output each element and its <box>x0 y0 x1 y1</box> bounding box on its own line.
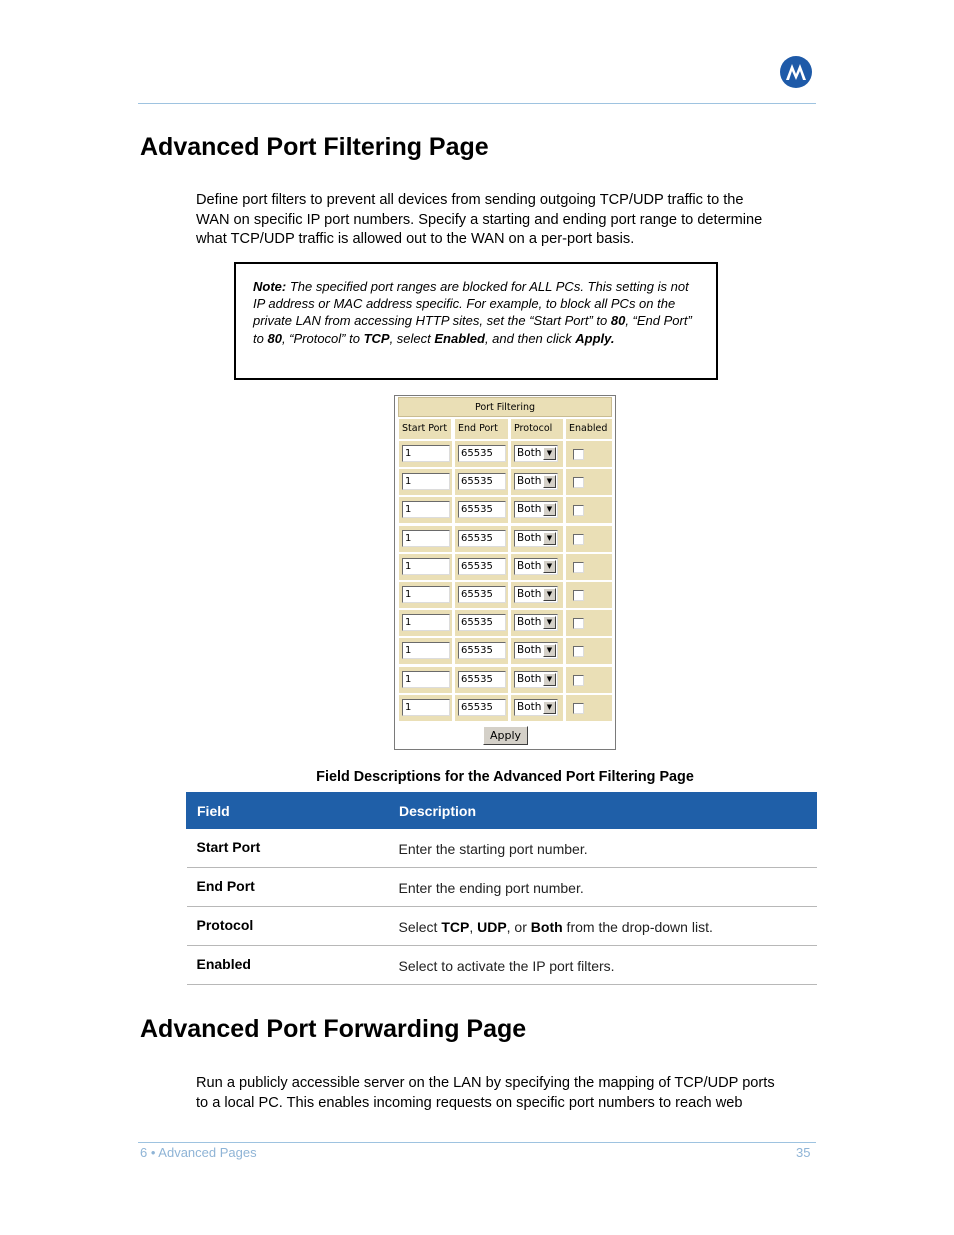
header-description: Description <box>389 793 817 829</box>
start-port-input[interactable]: 1 <box>402 642 450 659</box>
enabled-checkbox[interactable] <box>573 534 584 545</box>
start-port-input[interactable]: 1 <box>402 530 450 547</box>
col-header-start-port: Start Port <box>399 419 451 439</box>
dropdown-arrow-icon[interactable]: ▼ <box>543 503 556 516</box>
note-bold: Apply. <box>575 330 615 346</box>
end-port-input[interactable]: 65535 <box>458 586 506 603</box>
end-port-input[interactable]: 65535 <box>458 445 506 462</box>
start-port-input[interactable]: 1 <box>402 614 450 631</box>
col-header-protocol: Protocol <box>511 419 563 439</box>
start-port-cell <box>399 667 452 693</box>
enabled-cell <box>566 441 612 467</box>
enabled-checkbox[interactable] <box>573 590 584 601</box>
protocol-value: Both <box>517 672 542 685</box>
protocol-select[interactable] <box>514 642 558 659</box>
desc-text: Select <box>398 919 442 935</box>
enabled-checkbox[interactable] <box>573 646 584 657</box>
protocol-select[interactable] <box>514 501 558 518</box>
protocol-select[interactable] <box>514 699 558 716</box>
start-port-input[interactable]: 1 <box>402 558 450 575</box>
protocol-cell <box>511 554 563 580</box>
start-port-cell <box>399 441 452 467</box>
field-description <box>389 907 817 946</box>
protocol-cell <box>511 610 563 636</box>
end-port-cell <box>455 695 508 721</box>
start-port-input[interactable]: 1 <box>402 586 450 603</box>
field-name: End Port <box>187 868 389 907</box>
start-port-cell <box>399 526 452 552</box>
protocol-value: Both <box>517 475 542 488</box>
port-filtering-screenshot <box>394 395 616 750</box>
protocol-select[interactable] <box>514 530 558 547</box>
port-forwarding-intro <box>196 1074 818 1113</box>
protocol-cell <box>511 469 563 495</box>
table-row <box>187 946 817 985</box>
enabled-cell <box>566 554 612 580</box>
footer-rule <box>138 1142 816 1143</box>
start-port-input[interactable]: 1 <box>402 445 450 462</box>
enabled-checkbox[interactable] <box>573 562 584 573</box>
desc-text: , <box>469 919 478 935</box>
protocol-cell <box>511 638 563 664</box>
port-filtering-intro <box>196 191 818 250</box>
desc-bold: TCP <box>441 919 470 935</box>
end-port-input[interactable]: 65535 <box>458 642 506 659</box>
field-description: Select to activate the IP port filters. <box>389 946 817 985</box>
protocol-value: Both <box>517 700 542 713</box>
end-port-cell <box>455 554 508 580</box>
table-row <box>187 829 817 868</box>
field-name: Start Port <box>187 829 389 868</box>
intro-line: WAN on specific IP port numbers. Specify a starting and ending port range to determine <box>196 211 763 228</box>
protocol-select[interactable] <box>514 586 558 603</box>
end-port-cell <box>455 582 508 608</box>
end-port-input[interactable]: 65535 <box>458 699 506 716</box>
note-box <box>234 262 718 380</box>
field-name: Protocol <box>187 907 389 946</box>
enabled-cell <box>566 497 612 523</box>
note-bold: TCP <box>363 330 390 346</box>
enabled-checkbox[interactable] <box>573 477 584 488</box>
protocol-value: Both <box>517 559 542 572</box>
note-text: , “Protocol” to <box>281 330 364 346</box>
end-port-input[interactable]: 65535 <box>458 473 506 490</box>
enabled-cell <box>566 610 612 636</box>
dropdown-arrow-icon[interactable]: ▼ <box>543 701 556 714</box>
table-header-row <box>187 793 817 829</box>
start-port-cell <box>399 638 452 664</box>
protocol-cell <box>511 497 563 523</box>
intro-line: Run a publicly accessible server on the LAN by specifying the mapping of TCP/UDP ports <box>196 1075 775 1091</box>
end-port-cell <box>455 469 508 495</box>
dropdown-arrow-icon[interactable]: ▼ <box>543 532 556 545</box>
protocol-value: Both <box>517 531 542 544</box>
protocol-cell <box>511 695 563 721</box>
end-port-cell <box>455 638 508 664</box>
desc-text: , or <box>506 919 531 935</box>
note-text: , select <box>389 330 435 346</box>
enabled-cell <box>566 582 612 608</box>
note-label: Note: <box>253 279 287 294</box>
header-rule <box>138 103 816 104</box>
enabled-cell <box>566 667 612 693</box>
end-port-input[interactable]: 65535 <box>458 501 506 518</box>
protocol-select[interactable] <box>514 614 558 631</box>
start-port-cell <box>399 497 452 523</box>
field-description: Enter the ending port number. <box>389 868 817 907</box>
note-bold: Enabled <box>434 330 485 346</box>
protocol-select[interactable] <box>514 473 558 490</box>
enabled-cell <box>566 638 612 664</box>
start-port-cell <box>399 582 452 608</box>
section-title-port-filtering: Advanced Port Filtering Page <box>140 133 489 161</box>
note-text: , and then click <box>484 330 576 346</box>
start-port-cell <box>399 695 452 721</box>
start-port-cell <box>399 610 452 636</box>
intro-line: to a local PC. This enables incoming requests on specific port numbers to reach web <box>196 1094 743 1111</box>
footer-chapter: 6 • Advanced Pages <box>140 1145 257 1160</box>
intro-line: Define port filters to prevent all devices from sending outgoing TCP/UDP traffic to the <box>196 192 744 208</box>
motorola-logo-icon <box>780 56 812 88</box>
protocol-select[interactable] <box>514 671 558 688</box>
note-text: The specified port ranges are blocked for ALL PCs. This setting is not IP address or MAC address specific. For example, to block all PCs on the private LAN from accessing HTTP sites, set the “Start Port” to <box>253 279 689 329</box>
header-field: Field <box>187 793 389 829</box>
end-port-cell <box>455 610 508 636</box>
end-port-cell <box>455 441 508 467</box>
desc-bold: Both <box>530 919 563 935</box>
note-text: , “End Port” to <box>253 313 692 346</box>
enabled-checkbox[interactable] <box>573 703 584 714</box>
intro-line: what TCP/UDP traffic is allowed out to the WAN on a per-port basis. <box>196 231 635 247</box>
note-bold: 80 <box>610 313 626 329</box>
start-port-input[interactable]: 1 <box>402 501 450 518</box>
desc-text: from the drop-down list. <box>562 919 713 935</box>
start-port-input[interactable]: 1 <box>402 699 450 716</box>
col-header-enabled: Enabled <box>566 419 612 439</box>
table-row <box>187 868 817 907</box>
protocol-cell <box>511 441 563 467</box>
protocol-value: Both <box>517 644 542 657</box>
enabled-cell <box>566 695 612 721</box>
end-port-cell <box>455 497 508 523</box>
apply-button[interactable]: Apply <box>483 726 528 745</box>
start-port-input[interactable]: 1 <box>402 671 450 688</box>
col-header-end-port: End Port <box>455 419 508 439</box>
protocol-cell <box>511 582 563 608</box>
enabled-cell <box>566 526 612 552</box>
end-port-input[interactable]: 65535 <box>458 530 506 547</box>
protocol-select[interactable] <box>514 445 558 462</box>
table-row <box>187 907 817 946</box>
field-description: Enter the starting port number. <box>389 829 817 868</box>
end-port-input[interactable]: 65535 <box>458 558 506 575</box>
protocol-cell <box>511 667 563 693</box>
start-port-cell <box>399 469 452 495</box>
protocol-select[interactable] <box>514 558 558 575</box>
end-port-input[interactable]: 65535 <box>458 671 506 688</box>
dropdown-arrow-icon[interactable]: ▼ <box>543 560 556 573</box>
enabled-checkbox[interactable] <box>573 505 584 516</box>
enabled-cell <box>566 469 612 495</box>
dropdown-arrow-icon[interactable]: ▼ <box>543 588 556 601</box>
end-port-input[interactable]: 65535 <box>458 614 506 631</box>
section-title-port-forwarding: Advanced Port Forwarding Page <box>140 1015 527 1043</box>
end-port-cell <box>455 526 508 552</box>
start-port-cell <box>399 554 452 580</box>
port-filtering-title: Port Filtering <box>398 397 612 417</box>
desc-bold: UDP <box>477 919 507 935</box>
protocol-cell <box>511 526 563 552</box>
protocol-value: Both <box>517 447 542 459</box>
footer-page-number: 35 <box>796 1145 811 1160</box>
protocol-value: Both <box>517 588 542 600</box>
dropdown-arrow-icon[interactable]: ▼ <box>543 644 556 657</box>
field-name: Enabled <box>187 946 389 985</box>
enabled-checkbox[interactable] <box>573 618 584 629</box>
protocol-value: Both <box>517 616 542 629</box>
dropdown-arrow-icon[interactable]: ▼ <box>543 616 556 629</box>
note-bold: 80 <box>267 330 282 346</box>
start-port-input[interactable]: 1 <box>402 473 450 490</box>
table-caption: Field Descriptions for the Advanced Port Filtering Page <box>316 769 694 785</box>
dropdown-arrow-icon[interactable]: ▼ <box>543 475 556 488</box>
enabled-checkbox[interactable] <box>573 675 584 686</box>
dropdown-arrow-icon[interactable]: ▼ <box>543 447 556 460</box>
dropdown-arrow-icon[interactable]: ▼ <box>543 673 556 686</box>
field-descriptions-table <box>186 792 817 985</box>
end-port-cell <box>455 667 508 693</box>
enabled-checkbox[interactable] <box>573 449 584 460</box>
protocol-value: Both <box>517 503 542 516</box>
